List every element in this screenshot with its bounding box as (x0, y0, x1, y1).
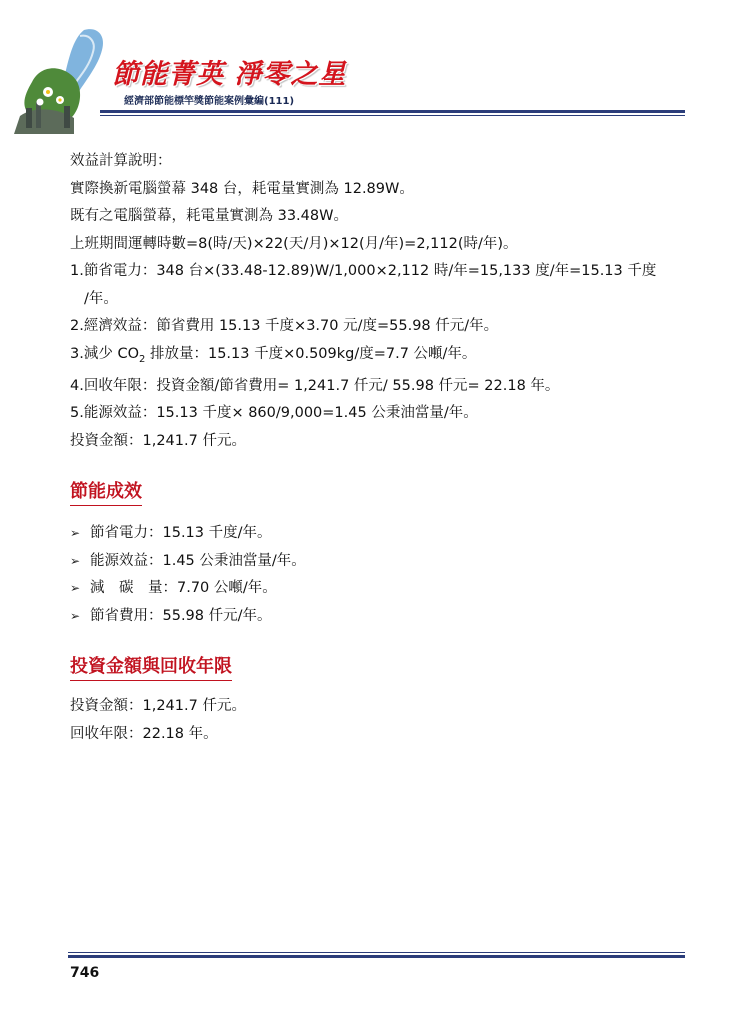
investment-line: 回收年限：22.18 年。 (70, 725, 218, 742)
calc-line: 上班期間運轉時數=8(時/天)×22(天/月)×12(月/年)=2,112(時/年)。 (70, 235, 518, 252)
calc-line: 4.回收年限：投資金額/節省費用= 1,241.7 仟元/ 55.98 仟元= 22.18 年。 (70, 377, 560, 394)
list-item-text: 能源效益：1.45 公秉油當量/年。 (90, 552, 306, 569)
list-item (70, 548, 690, 576)
calc-line-co2 (70, 341, 690, 373)
calc-line: 2.經濟效益：節省費用 15.13 千度×3.70 元/度=55.98 仟元/年。 (70, 318, 499, 334)
list-item (70, 603, 690, 631)
investment-line: 投資金額：1,241.7 仟元。 (70, 698, 246, 715)
co2-suffix: 排放量：15.13 千度×0.509kg/度=7.7 公噸/年。 (145, 345, 477, 362)
footer-rule (68, 952, 685, 958)
calc-line: /年。 (84, 290, 118, 307)
co2-prefix: 3.減少 CO (70, 345, 139, 362)
arrow-bullet-icon: ➢ (70, 608, 81, 623)
calc-line: 投資金額：1,241.7 仟元。 (70, 432, 246, 449)
page-content (70, 148, 690, 748)
taiwan-logo (14, 22, 124, 134)
list-item-text: 減 碳 量：7.70 公噸/年。 (90, 580, 277, 597)
header-rule (100, 110, 685, 116)
arrow-bullet-icon: ➢ (70, 526, 81, 541)
arrow-bullet-icon: ➢ (70, 581, 81, 596)
list-item-text: 節省費用：55.98 仟元/年。 (90, 607, 272, 624)
banner-title: 節能菁英 淨零之星 (112, 59, 347, 90)
list-item-text: 節省電力：15.13 千度/年。 (90, 525, 272, 542)
calc-line: 5.能源效益：15.13 千度× 860/9,000=1.45 公秉油當量/年。 (70, 405, 478, 422)
calc-heading: 效益計算說明： (70, 153, 172, 169)
calc-line: 實際換新電腦螢幕 348 台，耗電量實測為 12.89W。 (70, 180, 414, 197)
list-item (70, 575, 690, 603)
results-section-title: 節能成效 (70, 477, 142, 506)
co2-subscript: 2 (138, 353, 146, 365)
investment-section-title: 投資金額與回收年限 (70, 652, 232, 681)
calc-line: 既有之電腦螢幕，耗電量實測為 33.48W。 (70, 208, 348, 224)
arrow-bullet-icon: ➢ (70, 553, 81, 568)
list-item (70, 520, 690, 548)
banner-subtitle: 經濟部節能標竿獎節能案例彙編(111) (124, 96, 295, 107)
calc-line: 1.節省電力：348 台×(33.48-12.89)W/1,000×2,112 時/年=15,133 度/年=15.13 千度 (70, 263, 657, 279)
page-number: 746 (70, 965, 100, 981)
